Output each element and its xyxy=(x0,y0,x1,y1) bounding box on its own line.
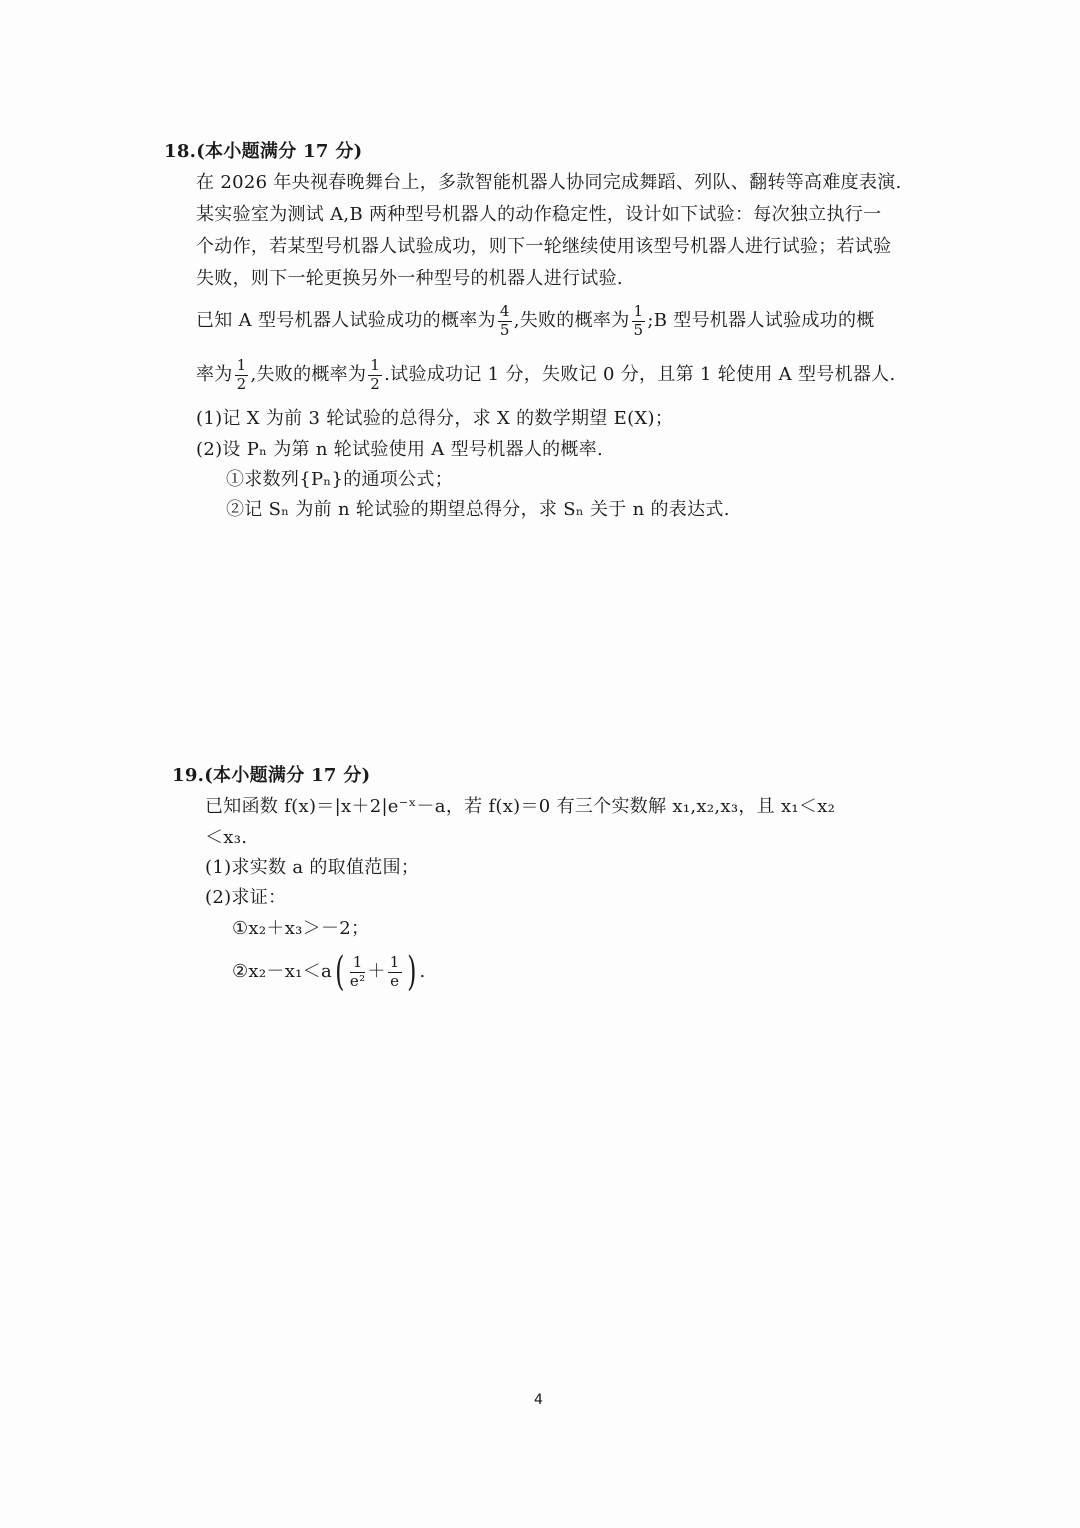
fraction-numerator: 1 xyxy=(236,355,247,374)
fraction-denominator: 5 xyxy=(499,320,510,339)
fraction-one-half-a xyxy=(235,355,249,393)
q18-prob2-text-c: .试验成功记 1 分，失败记 0 分，且第 1 轮使用 A 型号机器人. xyxy=(384,364,896,385)
q18-probability-line-2 xyxy=(196,356,896,394)
q18-prob1-text-c: ;B 型号机器人试验成功的概 xyxy=(647,310,875,331)
fraction-numerator: 1 xyxy=(370,355,381,374)
fraction-one-half-b xyxy=(368,355,382,393)
q18-part-2: (2)设 Pₙ 为第 n 轮试验使用 A 型号机器人的概率. xyxy=(196,439,604,460)
q19-part-2: (2)求证： xyxy=(205,887,287,908)
q18-title: 18.(本小题满分 17 分) xyxy=(164,141,363,162)
q18-text-line-4: 失败，则下一轮更换另外一种型号的机器人进行试验. xyxy=(196,268,623,289)
fraction-numerator: 1 xyxy=(633,301,644,320)
q18-prob1-text-b: ,失败的概率为 xyxy=(513,310,630,331)
q18-probability-line-1 xyxy=(196,302,875,340)
fraction-one-over-e xyxy=(388,952,402,990)
fraction-denominator: e xyxy=(390,971,400,990)
fraction-numerator: 1 xyxy=(389,952,400,971)
q19-subpart-2 xyxy=(232,950,426,994)
right-paren: ) xyxy=(406,949,417,995)
q19-sub2-end: . xyxy=(419,961,426,982)
page-number: 4 xyxy=(534,1392,543,1408)
q19-text-line-1: 已知函数 f(x)＝|x＋2|e⁻ˣ－a，若 f(x)＝0 有三个实数解 x₁,x₂,x₃，且 x₁＜x₂ xyxy=(205,796,836,817)
q18-subpart-2: ②记 Sₙ 为前 n 轮试验的期望总得分，求 Sₙ 关于 n 的表达式. xyxy=(226,499,730,520)
left-paren: ( xyxy=(335,949,345,995)
q19-sub2-text-a: ②x₂－x₁＜a xyxy=(232,961,333,982)
fraction-four-fifths xyxy=(498,301,512,339)
q18-prob2-text-b: ,失败的概率为 xyxy=(250,364,367,385)
fraction-denominator: 2 xyxy=(370,374,381,393)
q18-prob2-text-a: 率为 xyxy=(196,364,233,385)
fraction-denominator: e² xyxy=(349,971,366,990)
fraction-numerator: 4 xyxy=(499,301,510,320)
q18-part-1: (1)记 X 为前 3 轮试验的总得分，求 X 的数学期望 E(X)； xyxy=(196,408,674,429)
fraction-denominator: 5 xyxy=(633,320,644,339)
q18-text-line-2: 某实验室为测试 A,B 两种型号机器人的动作稳定性，设计如下试验：每次独立执行一 xyxy=(196,204,882,225)
q19-part-1: (1)求实数 a 的取值范围； xyxy=(205,857,420,878)
q18-prob1-text-a: 已知 A 型号机器人试验成功的概率为 xyxy=(196,310,496,331)
q19-sub2-plus: ＋ xyxy=(367,961,386,982)
q18-text-line-3: 个动作，若某型号机器人试验成功，则下一轮继续使用该型号机器人进行试验；若试验 xyxy=(196,236,892,257)
fraction-numerator: 1 xyxy=(350,955,366,973)
fraction-one-fifth xyxy=(632,301,646,339)
fraction-denominator: 2 xyxy=(236,374,247,393)
fraction-one-over-e-squared xyxy=(349,952,366,990)
q19-title: 19.(本小题满分 17 分) xyxy=(172,765,371,786)
q19-subpart-1: ①x₂＋x₃＞－2； xyxy=(232,918,370,939)
q18-text-line-1: 在 2026 年央视春晚舞台上，多款智能机器人协同完成舞蹈、列队、翻转等高难度表演. xyxy=(196,172,902,193)
q18-subpart-1: ①求数列{Pₙ}的通项公式； xyxy=(226,469,454,490)
q19-text-line-2: ＜x₃. xyxy=(205,827,248,848)
